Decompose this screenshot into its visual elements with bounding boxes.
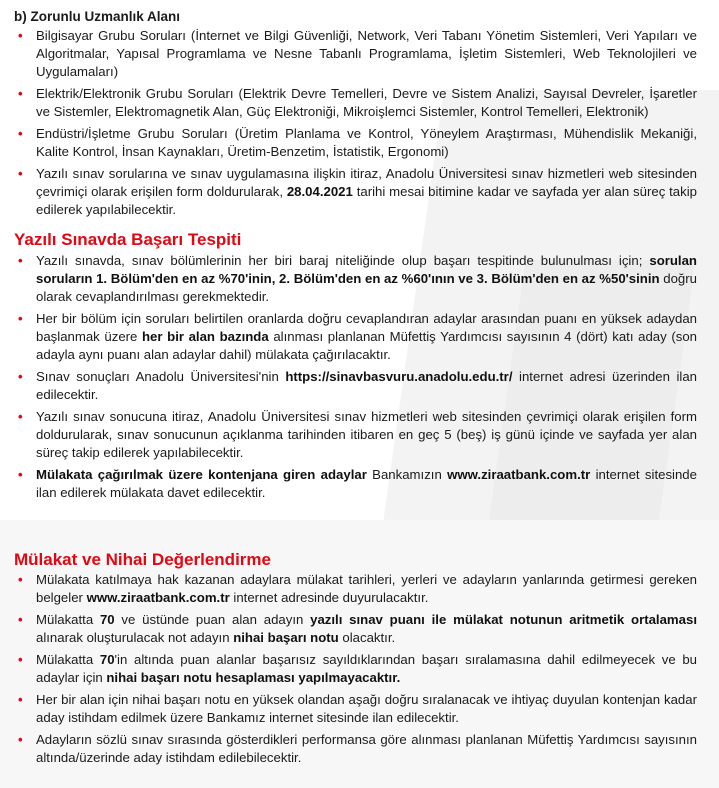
list-item <box>14 571 697 607</box>
text-run: Yazılı sınav sorularına ve sınav uygulamasına ilişkin itiraz, Anadolu Üniversitesi sınav hizmetleri web sitesinden çevrimiçi olarak erişilen form doldurularak, <box>36 166 697 199</box>
list-item <box>14 310 697 364</box>
text-run: internet adresinde duyurulacaktır. <box>229 590 429 605</box>
text-run: alınarak oluşturulacak not adayın <box>36 630 234 645</box>
list-item <box>14 85 697 121</box>
bold-text: 28.04.2021 <box>286 184 353 199</box>
section-b-title: b) Zorunlu Uzmanlık Alanı <box>14 9 181 24</box>
section-heading-basari: Yazılı Sınavda Başarı Tespiti <box>14 230 242 249</box>
list-item <box>14 651 697 687</box>
text-run: tarihi mesai bitimine kadar ve sayfada yer alan süreç takip edilerek yapılabilecektir. <box>36 184 697 217</box>
text-run: Adayların sözlü sınav sırasında gösterdikleri performansa göre alınması planlanan Müfettiş Yardımcısı sayısının altında/üzerinde aday istihdam edilebilecektir. <box>36 732 697 765</box>
text-run: doğru olarak cevaplandırılması gerekmektedir. <box>36 271 697 304</box>
bullet-icon: • <box>18 126 23 141</box>
list-item <box>14 125 697 161</box>
bold-text: 70 <box>99 612 115 627</box>
list-item <box>14 165 697 219</box>
list-item <box>14 252 697 306</box>
bold-text: 70 <box>99 652 115 667</box>
text-run: Her bir bölüm için soruları belirtilen oranlarda doğru cevaplandıran adaylar arasından puanı en yüksek adaydan başlanmak üzere <box>36 311 697 344</box>
list-item <box>14 691 697 727</box>
bullet-icon: • <box>18 28 23 43</box>
bold-text: sorulan soruların 1. Bölüm'den en az %70'inin, 2. Bölüm'den en az %60'ının ve 3. Bölüm'den en az %50'sinin <box>36 253 697 286</box>
bullet-icon: • <box>18 612 23 627</box>
text-run: Yazılı sınav sonucuna itiraz, Anadolu Üniversitesi sınav hizmetleri web sitesinden çevrimiçi olarak erişilen form doldurularak, sınav sonucunun açıklanma tarihinden itibaren en geç 5 (beş) iş günü içinde ve sayfada yer alan süreç takip edilerek yapılabilecektir. <box>36 409 697 460</box>
bold-text: her bir alan bazında <box>142 329 269 344</box>
bold-text: nihai başarı notu hesaplaması yapılmayacaktır. <box>106 670 401 685</box>
bullet-icon: • <box>18 572 23 587</box>
text-run: internet sitesinde ilan edilerek mülakata davet edilecektir. <box>36 467 697 500</box>
text-run: Elektrik/Elektronik Grubu Soruları (Elektrik Devre Temelleri, Devre ve Sistem Analizi, Sayısal Devreler, İşaretler ve Sistemler, Elektromagnetik Alan, Güç Elektroniği, Mikroişlemci Sistemler, Kontrol Temelleri, Elektronik) <box>36 86 697 119</box>
text-run: Her bir alan için nihai başarı notu en yüksek olandan aşağı doğru sıralanacak ve ihtiyaç duyulan kontenjan kadar aday istihdam edilmek üzere Bankamız internet sitesinde ilan edilecektir. <box>36 692 697 725</box>
list-item <box>14 611 697 647</box>
section-b-list <box>14 27 697 219</box>
bold-text: yazılı sınav puanı ile mülakat notunun aritmetik ortalaması <box>310 612 697 627</box>
bullet-icon: • <box>18 732 23 747</box>
bullet-icon: • <box>18 652 23 667</box>
bullet-icon: • <box>18 86 23 101</box>
text-run: Mülakatta <box>36 612 100 627</box>
text-run: Mülakata katılmaya hak kazanan adaylara mülakat tarihleri, yerleri ve adayların yanlarında getirmesi gereken belgeler <box>36 572 697 605</box>
list-item <box>14 408 697 462</box>
bullet-icon: • <box>18 409 23 424</box>
text-run: Sınav sonuçları Anadolu Üniversitesi'nin <box>36 369 286 384</box>
bullet-icon: • <box>18 311 23 326</box>
text-run: Endüstri/İşletme Grubu Soruları (Üretim Planlama ve Kontrol, Yöneylem Araştırması, Mühendislik Mekaniği, Kalite Kontrol, İnsan Kaynakları, Üretim-Benzetim, İstatistik, Ergonomi) <box>36 126 697 159</box>
bullet-icon: • <box>18 369 23 384</box>
list-item <box>14 27 697 81</box>
bullet-icon: • <box>18 166 23 181</box>
text-run: internet adresi üzerinden ilan edilecektir. <box>36 369 697 402</box>
bold-text: www.ziraatbank.com.tr <box>86 590 230 605</box>
text-run: Bilgisayar Grubu Soruları (İnternet ve Bilgi Güvenliği, Network, Veri Tabanı Yönetim Sistemleri, Veri Yapıları ve Algoritmalar, Yapısal Programlama ve Nesne Tabanlı Programlama, İşletim Sistemleri, Web Teknolojileri ve Uygulamaları) <box>36 28 697 79</box>
bold-text: https://sinavbasvuru.anadolu.edu.tr/ <box>285 369 513 384</box>
text-run: Bankamızın <box>366 467 448 482</box>
text-run: Yazılı sınavda, sınav bölümlerinin her biri baraj niteliğinde olup başarı tespitinde bulunulması için; <box>36 253 650 268</box>
text-run: 'in altında puan alanlar başarısız sayıldıklarından başarı sıralamasına dahil edilmeyecek ve bu adaylar için <box>36 652 698 685</box>
mulakat-list <box>14 571 697 767</box>
bold-text: www.ziraatbank.com.tr <box>447 467 591 482</box>
bold-text: nihai başarı notu <box>233 630 339 645</box>
list-item <box>14 368 697 404</box>
bullet-icon: • <box>18 253 23 268</box>
list-item <box>14 466 697 502</box>
list-item <box>14 731 697 767</box>
bullet-icon: • <box>18 692 23 707</box>
basari-list <box>14 252 697 502</box>
text-run: ve üstünde puan alan adayın <box>114 612 311 627</box>
bold-text: Mülakata çağırılmak üzere kontenjana giren adaylar <box>36 467 367 482</box>
text-run: alınması planlanan Müfettiş Yardımcısı sayısının 4 (dört) katı aday (son adayla aynı puanı alan adaylar dahil) mülakata çağırılacaktır. <box>36 329 697 362</box>
text-run: Mülakatta <box>36 652 100 667</box>
text-run: olacaktır. <box>338 630 396 645</box>
section-heading-mulakat: Mülakat ve Nihai Değerlendirme <box>14 550 271 569</box>
bullet-icon: • <box>18 467 23 482</box>
